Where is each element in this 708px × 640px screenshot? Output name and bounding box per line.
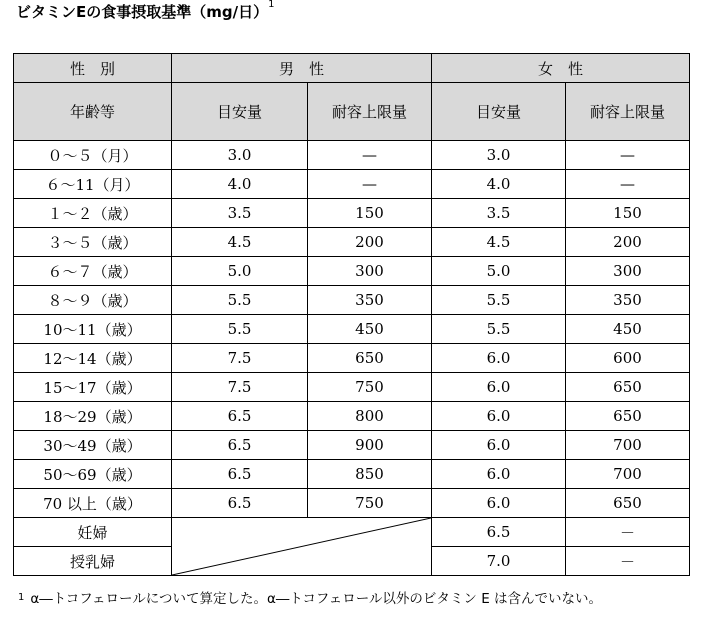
female-ul-cell: 600 (566, 344, 690, 373)
vitamin-e-table (13, 53, 690, 576)
male-not-applicable-cell (172, 518, 432, 576)
male-ai-cell: 6.5 (172, 489, 308, 518)
female-ul-cell: － (566, 518, 690, 547)
table-row (14, 460, 690, 489)
header-row-columns (14, 83, 690, 141)
table-row (14, 402, 690, 431)
female-ul-cell: 300 (566, 257, 690, 286)
header-male: 男 性 (172, 54, 432, 83)
female-ul-cell: — (566, 170, 690, 199)
age-cell: 18～29（歳） (14, 402, 172, 431)
male-ul-cell: 800 (308, 402, 432, 431)
age-cell: 10～11（歳） (14, 315, 172, 344)
footnote-text: α―トコフェロールについて算定した。α―トコフェロール以外のビタミン E は含んでいない。 (30, 591, 603, 607)
female-ai-cell: 6.0 (432, 431, 566, 460)
male-ul-cell: 300 (308, 257, 432, 286)
table-row (14, 228, 690, 257)
title-text: ビタミンEの食事摂取基準（mg/日） (16, 3, 269, 21)
table-row (14, 315, 690, 344)
female-ul-cell: 200 (566, 228, 690, 257)
header-female-ai: 目安量 (432, 83, 566, 141)
male-ai-cell: 6.5 (172, 402, 308, 431)
table-row (14, 170, 690, 199)
male-ai-cell: 7.5 (172, 344, 308, 373)
female-ul-cell: 450 (566, 315, 690, 344)
female-ul-cell: — (566, 141, 690, 170)
age-cell: ８～９（歳） (14, 286, 172, 315)
age-cell: ６～11（月） (14, 170, 172, 199)
female-ai-cell: 3.5 (432, 199, 566, 228)
female-ai-cell: 6.0 (432, 402, 566, 431)
table-row (14, 286, 690, 315)
male-ai-cell: 3.0 (172, 141, 308, 170)
male-ai-cell: 4.5 (172, 228, 308, 257)
table-row (14, 489, 690, 518)
table-row-special (14, 518, 690, 547)
age-cell: １～２（歳） (14, 199, 172, 228)
male-ul-cell: 750 (308, 373, 432, 402)
male-ul-cell: 850 (308, 460, 432, 489)
female-ai-cell: 6.0 (432, 373, 566, 402)
female-ai-cell: 4.5 (432, 228, 566, 257)
special-label-cell: 授乳婦 (14, 547, 172, 576)
male-ul-cell: 200 (308, 228, 432, 257)
female-ul-cell: 350 (566, 286, 690, 315)
female-ul-cell: 650 (566, 402, 690, 431)
title-footnote-mark: 1 (268, 0, 275, 10)
female-ul-cell: 700 (566, 431, 690, 460)
diagonal-line (172, 518, 431, 575)
male-ul-cell: — (308, 170, 432, 199)
female-ai-cell: 6.0 (432, 460, 566, 489)
header-female: 女 性 (432, 54, 690, 83)
footnote-mark: 1 (18, 592, 25, 603)
header-male-ul: 耐容上限量 (308, 83, 432, 141)
female-ul-cell: 650 (566, 489, 690, 518)
age-cell: ６～７（歳） (14, 257, 172, 286)
female-ul-cell: 650 (566, 373, 690, 402)
female-ai-cell: 3.0 (432, 141, 566, 170)
male-ai-cell: 3.5 (172, 199, 308, 228)
table-row (14, 373, 690, 402)
male-ai-cell: 4.0 (172, 170, 308, 199)
header-female-ul: 耐容上限量 (566, 83, 690, 141)
female-ul-cell: 150 (566, 199, 690, 228)
male-ul-cell: — (308, 141, 432, 170)
female-ai-cell: 7.0 (432, 547, 566, 576)
male-ai-cell: 7.5 (172, 373, 308, 402)
female-ai-cell: 6.5 (432, 518, 566, 547)
female-ul-cell: 700 (566, 460, 690, 489)
special-label-cell: 妊婦 (14, 518, 172, 547)
female-ai-cell: 6.0 (432, 344, 566, 373)
table-row (14, 344, 690, 373)
age-cell: ３～５（歳） (14, 228, 172, 257)
male-ai-cell: 5.5 (172, 286, 308, 315)
table-row (14, 141, 690, 170)
female-ai-cell: 6.0 (432, 489, 566, 518)
page-title (16, 1, 274, 22)
age-cell: 50～69（歳） (14, 460, 172, 489)
header-sex: 性 別 (14, 54, 172, 83)
male-ai-cell: 6.5 (172, 431, 308, 460)
male-ai-cell: 5.5 (172, 315, 308, 344)
female-ai-cell: 4.0 (432, 170, 566, 199)
female-ai-cell: 5.5 (432, 286, 566, 315)
female-ai-cell: 5.0 (432, 257, 566, 286)
female-ul-cell: － (566, 547, 690, 576)
table-row (14, 431, 690, 460)
header-row-sex (14, 54, 690, 83)
table-row (14, 257, 690, 286)
age-cell: ０～５（月） (14, 141, 172, 170)
table-row (14, 199, 690, 228)
age-cell: 15～17（歳） (14, 373, 172, 402)
male-ul-cell: 150 (308, 199, 432, 228)
male-ul-cell: 450 (308, 315, 432, 344)
header-male-ai: 目安量 (172, 83, 308, 141)
male-ai-cell: 5.0 (172, 257, 308, 286)
male-ul-cell: 650 (308, 344, 432, 373)
male-ul-cell: 750 (308, 489, 432, 518)
header-age: 年齢等 (14, 83, 172, 141)
male-ul-cell: 900 (308, 431, 432, 460)
footnote (18, 588, 698, 610)
male-ul-cell: 350 (308, 286, 432, 315)
age-cell: 30～49（歳） (14, 431, 172, 460)
age-cell: 12～14（歳） (14, 344, 172, 373)
male-ai-cell: 6.5 (172, 460, 308, 489)
age-cell: 70 以上（歳） (14, 489, 172, 518)
female-ai-cell: 5.5 (432, 315, 566, 344)
